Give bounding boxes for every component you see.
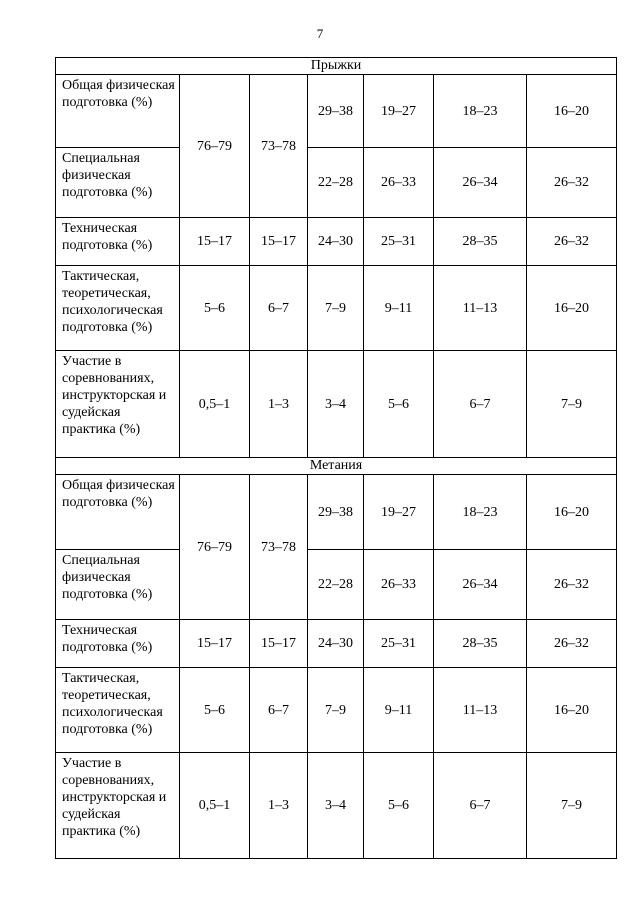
value-cell: 11–13 [434,266,527,351]
row-label: Техническая подготовка (%) [56,218,180,266]
section-header-row [56,458,617,475]
value-cell: 0,5–1 [180,753,250,859]
value-cell: 26–34 [434,148,527,218]
merged-cell: 73–78 [250,75,308,218]
section-header-row [56,58,617,75]
table-row [56,351,617,458]
value-cell: 26–34 [434,550,527,620]
value-cell: 6–7 [250,266,308,351]
value-cell: 5–6 [180,266,250,351]
row-label: Общая физическая подготовка (%) [56,475,180,550]
value-cell: 15–17 [250,218,308,266]
section-title: Метания [56,458,617,475]
value-cell: 22–28 [308,550,364,620]
row-label: Техническая подготовка (%) [56,620,180,668]
merged-cell: 76–79 [180,75,250,218]
value-cell: 3–4 [308,351,364,458]
value-cell: 7–9 [527,351,617,458]
row-label: Специальная физическая подготовка (%) [56,148,180,218]
value-cell: 9–11 [364,266,434,351]
table-row [56,75,617,148]
table-row [56,753,617,859]
value-cell: 1–3 [250,351,308,458]
value-cell: 26–33 [364,148,434,218]
value-cell: 3–4 [308,753,364,859]
table-row [56,475,617,550]
value-cell: 24–30 [308,218,364,266]
value-cell: 5–6 [364,753,434,859]
table-row [56,148,617,218]
value-cell: 25–31 [364,620,434,668]
page-number: 7 [316,26,324,41]
table-row [56,550,617,620]
table-row [56,266,617,351]
value-cell: 7–9 [527,753,617,859]
table-row [56,620,617,668]
section-title: Прыжки [56,58,617,75]
value-cell: 7–9 [308,266,364,351]
value-cell: 9–11 [364,668,434,753]
value-cell: 7–9 [308,668,364,753]
row-label: Тактическая, теоретическая, психологическая подготовка (%) [56,668,180,753]
value-cell: 26–33 [364,550,434,620]
value-cell: 15–17 [180,620,250,668]
value-cell: 15–17 [250,620,308,668]
value-cell: 29–38 [308,475,364,550]
value-cell: 16–20 [527,266,617,351]
value-cell: 5–6 [180,668,250,753]
value-cell: 26–32 [527,148,617,218]
value-cell: 29–38 [308,75,364,148]
value-cell: 28–35 [434,218,527,266]
value-cell: 25–31 [364,218,434,266]
table-row [56,218,617,266]
value-cell: 18–23 [434,75,527,148]
row-label: Общая физическая подготовка (%) [56,75,180,148]
value-cell: 16–20 [527,75,617,148]
value-cell: 5–6 [364,351,434,458]
value-cell: 1–3 [250,753,308,859]
value-cell: 18–23 [434,475,527,550]
row-label: Участие в соревнованиях, инструкторская и судейская практика (%) [56,753,180,859]
row-label: Специальная физическая подготовка (%) [56,550,180,620]
value-cell: 15–17 [180,218,250,266]
value-cell: 19–27 [364,475,434,550]
value-cell: 11–13 [434,668,527,753]
merged-cell: 73–78 [250,475,308,620]
value-cell: 24–30 [308,620,364,668]
value-cell: 16–20 [527,668,617,753]
row-label: Участие в соревнованиях, инструкторская и судейская практика (%) [56,351,180,458]
training-distribution-table [55,57,617,859]
value-cell: 26–32 [527,620,617,668]
value-cell: 16–20 [527,475,617,550]
value-cell: 0,5–1 [180,351,250,458]
value-cell: 28–35 [434,620,527,668]
row-label: Тактическая, теоретическая, психологическая подготовка (%) [56,266,180,351]
value-cell: 6–7 [250,668,308,753]
table-row [56,668,617,753]
value-cell: 6–7 [434,351,527,458]
value-cell: 6–7 [434,753,527,859]
merged-cell: 76–79 [180,475,250,620]
value-cell: 26–32 [527,550,617,620]
value-cell: 22–28 [308,148,364,218]
value-cell: 26–32 [527,218,617,266]
value-cell: 19–27 [364,75,434,148]
